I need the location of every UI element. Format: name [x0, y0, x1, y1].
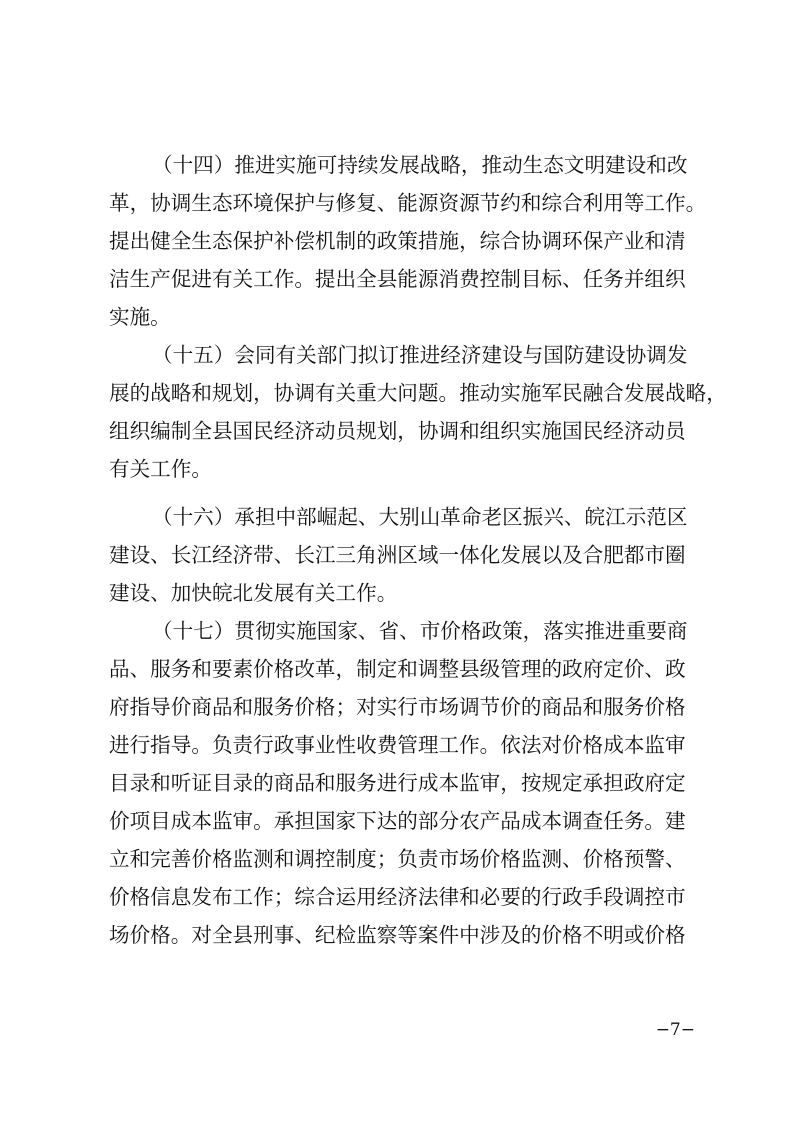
paragraph-14-line-2: 革，协调生态环境保护与修复、能源资源节约和综合利用等工作。 [109, 191, 707, 215]
paragraph-14-line-5: 实施。 [109, 305, 171, 329]
paragraph-17-line-6: 价项目成本监审。承担国家下达的部分农产品成本调查任务。建 [109, 809, 686, 833]
paragraph-15-line-4: 有关工作。 [109, 457, 212, 481]
paragraph-17-line-4: 进行指导。负责行政事业性收费管理工作。依法对价格成本监审 [109, 733, 686, 757]
paragraph-15-line-1: （十五）会同有关部门拟订推进经济建设与国防建设协调发 [152, 343, 688, 367]
paragraph-16-line-3: 建设、加快皖北发展有关工作。 [109, 581, 398, 605]
paragraph-15-line-3: 组织编制全县国民经济动员规划，协调和组织实施国民经济动员 [109, 419, 686, 443]
page-number: −7− [655, 1020, 695, 1040]
paragraph-16-line-2: 建设、长江经济带、长江三角洲区域一体化发展以及合肥都市圈 [109, 543, 686, 567]
paragraph-17-line-7: 立和完善价格监测和调控制度；负责市场价格监测、价格预警、 [109, 847, 686, 871]
paragraph-15-line-2: 展的战略和规划，协调有关重大问题。推动实施军民融合发展战略， [109, 381, 727, 405]
paragraph-17-line-9: 场价格。对全县刑事、纪检监察等案件中涉及的价格不明或价格 [109, 923, 686, 947]
paragraph-16-line-1: （十六）承担中部崛起、大别山革命老区振兴、皖江示范区 [152, 505, 688, 529]
paragraph-14-line-3: 提出健全生态保护补偿机制的政策措施，综合协调环保产业和清 [109, 229, 686, 253]
paragraph-14-line-4: 洁生产促进有关工作。提出全县能源消费控制目标、任务并组织 [109, 267, 686, 291]
paragraph-14-line-1: （十四）推进实施可持续发展战略，推动生态文明建设和改 [152, 153, 688, 177]
paragraph-17-line-1: （十七）贯彻实施国家、省、市价格政策，落实推进重要商 [152, 619, 688, 643]
paragraph-17-line-8: 价格信息发布工作；综合运用经济法律和必要的行政手段调控市 [109, 885, 686, 909]
paragraph-17-line-5: 目录和听证目录的商品和服务进行成本监审，按规定承担政府定 [109, 771, 686, 795]
paragraph-17-line-2: 品、服务和要素价格改革，制定和调整县级管理的政府定价、政 [109, 657, 686, 681]
paragraph-17-line-3: 府指导价商品和服务价格；对实行市场调节价的商品和服务价格 [109, 695, 686, 719]
